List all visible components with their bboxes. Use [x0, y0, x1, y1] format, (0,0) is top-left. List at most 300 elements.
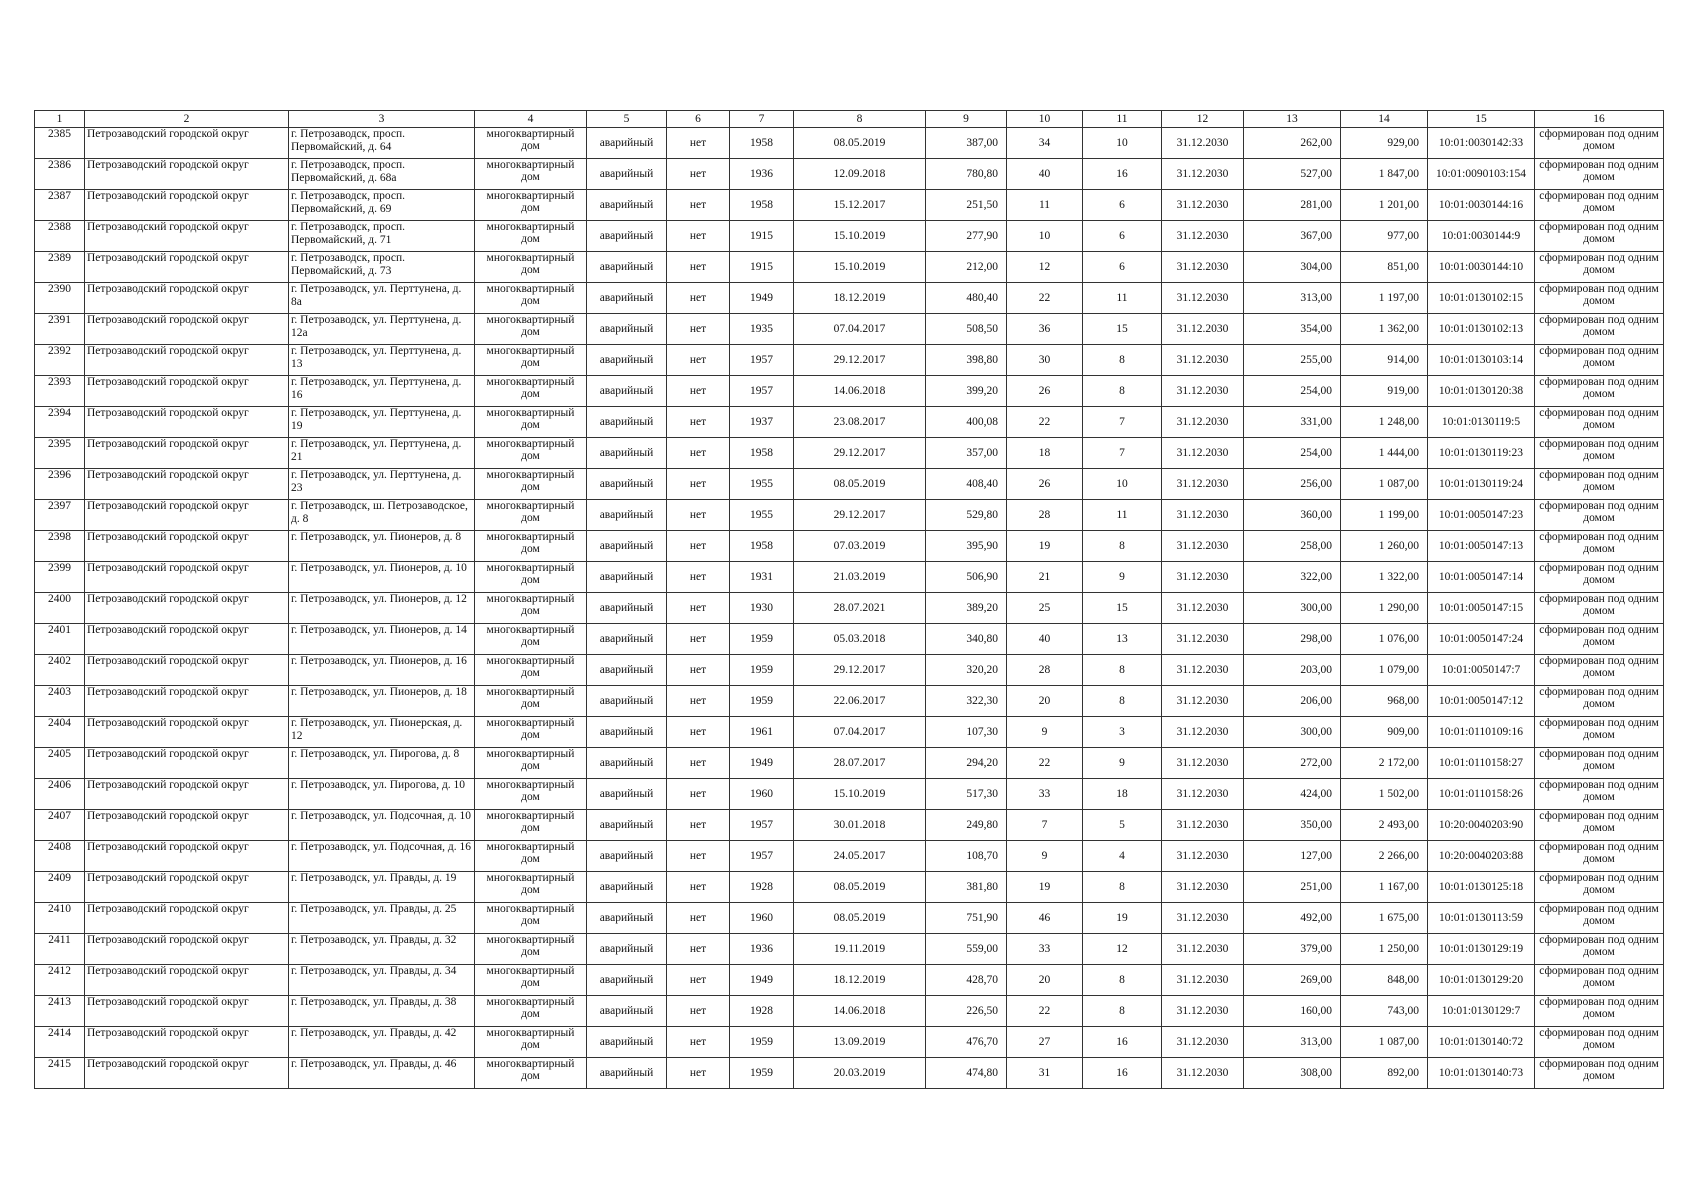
year-built-cell: 1958	[730, 531, 794, 562]
status-cell: аварийный	[587, 314, 667, 345]
land-plot-note-cell: сформирован под одним домом	[1535, 345, 1664, 376]
building-type-cell: многоквартирный дом	[475, 903, 587, 934]
land-plot-note-cell: сформирован под одним домом	[1535, 810, 1664, 841]
value-b-cell: 1 322,00	[1341, 562, 1428, 593]
status-cell: аварийный	[587, 655, 667, 686]
year-built-cell: 1959	[730, 686, 794, 717]
value-a-cell: 206,00	[1244, 686, 1341, 717]
year-built-cell: 1959	[730, 1058, 794, 1089]
resettlement-date-cell: 31.12.2030	[1162, 407, 1244, 438]
cadastral-number-cell: 10:01:0050147:14	[1428, 562, 1535, 593]
apartments-cell: 8	[1083, 345, 1162, 376]
land-plot-note-cell: сформирован под одним домом	[1535, 717, 1664, 748]
recognition-date-cell: 08.05.2019	[794, 469, 926, 500]
municipality-cell: Петрозаводский городской округ	[85, 717, 289, 748]
area-cell: 107,30	[926, 717, 1007, 748]
cadastral-number-cell: 10:01:0050147:7	[1428, 655, 1535, 686]
flag-cell: нет	[667, 872, 730, 903]
municipality-cell: Петрозаводский городской округ	[85, 872, 289, 903]
year-built-cell: 1915	[730, 252, 794, 283]
value-b-cell: 1 087,00	[1341, 1027, 1428, 1058]
building-type-cell: многоквартирный дом	[475, 593, 587, 624]
land-plot-note-cell: сформирован под одним домом	[1535, 531, 1664, 562]
year-built-cell: 1937	[730, 407, 794, 438]
resettlement-date-cell: 31.12.2030	[1162, 221, 1244, 252]
address-cell: г. Петрозаводск, ул. Перттунена, д. 19	[289, 407, 475, 438]
flag-cell: нет	[667, 283, 730, 314]
residents-cell: 18	[1007, 438, 1083, 469]
cadastral-number-cell: 10:01:0130119:5	[1428, 407, 1535, 438]
cadastral-number-cell: 10:01:0030144:10	[1428, 252, 1535, 283]
address-cell: г. Петрозаводск, ул. Перттунена, д. 16	[289, 376, 475, 407]
flag-cell: нет	[667, 531, 730, 562]
land-plot-note-cell: сформирован под одним домом	[1535, 1027, 1664, 1058]
value-a-cell: 322,00	[1244, 562, 1341, 593]
address-cell: г. Петрозаводск, ш. Петрозаводское, д. 8	[289, 500, 475, 531]
year-built-cell: 1957	[730, 376, 794, 407]
municipality-cell: Петрозаводский городской округ	[85, 810, 289, 841]
residents-cell: 22	[1007, 283, 1083, 314]
column-number-3: 3	[289, 111, 475, 128]
status-cell: аварийный	[587, 407, 667, 438]
residents-cell: 40	[1007, 624, 1083, 655]
column-number-7: 7	[730, 111, 794, 128]
value-b-cell: 2 172,00	[1341, 748, 1428, 779]
address-cell: г. Петрозаводск, просп. Первомайский, д. 64	[289, 128, 475, 159]
residents-cell: 21	[1007, 562, 1083, 593]
status-cell: аварийный	[587, 965, 667, 996]
resettlement-date-cell: 31.12.2030	[1162, 345, 1244, 376]
address-cell: г. Петрозаводск, ул. Пирогова, д. 8	[289, 748, 475, 779]
cadastral-number-cell: 10:01:0110109:16	[1428, 717, 1535, 748]
flag-cell: нет	[667, 562, 730, 593]
land-plot-note-cell: сформирован под одним домом	[1535, 221, 1664, 252]
apartments-cell: 7	[1083, 438, 1162, 469]
building-type-cell: многоквартирный дом	[475, 469, 587, 500]
flag-cell: нет	[667, 221, 730, 252]
building-type-cell: многоквартирный дом	[475, 686, 587, 717]
flag-cell: нет	[667, 717, 730, 748]
year-built-cell: 1960	[730, 903, 794, 934]
table-row	[35, 531, 1664, 562]
value-b-cell: 1 087,00	[1341, 469, 1428, 500]
resettlement-date-cell: 31.12.2030	[1162, 1027, 1244, 1058]
land-plot-note-cell: сформирован под одним домом	[1535, 996, 1664, 1027]
flag-cell: нет	[667, 903, 730, 934]
address-cell: г. Петрозаводск, ул. Пионеров, д. 18	[289, 686, 475, 717]
recognition-date-cell: 28.07.2021	[794, 593, 926, 624]
recognition-date-cell: 08.05.2019	[794, 903, 926, 934]
address-cell: г. Петрозаводск, ул. Пирогова, д. 10	[289, 779, 475, 810]
table-row	[35, 748, 1664, 779]
apartments-cell: 3	[1083, 717, 1162, 748]
cadastral-number-cell: 10:01:0050147:12	[1428, 686, 1535, 717]
area-cell: 387,00	[926, 128, 1007, 159]
resettlement-date-cell: 31.12.2030	[1162, 996, 1244, 1027]
area-cell: 398,80	[926, 345, 1007, 376]
area-cell: 277,90	[926, 221, 1007, 252]
building-type-cell: многоквартирный дом	[475, 376, 587, 407]
apartments-cell: 18	[1083, 779, 1162, 810]
value-b-cell: 1 199,00	[1341, 500, 1428, 531]
land-plot-note-cell: сформирован под одним домом	[1535, 128, 1664, 159]
table-row	[35, 438, 1664, 469]
address-cell: г. Петрозаводск, просп. Первомайский, д. 71	[289, 221, 475, 252]
residents-cell: 26	[1007, 469, 1083, 500]
value-a-cell: 269,00	[1244, 965, 1341, 996]
area-cell: 428,70	[926, 965, 1007, 996]
recognition-date-cell: 29.12.2017	[794, 500, 926, 531]
value-b-cell: 1 197,00	[1341, 283, 1428, 314]
recognition-date-cell: 24.05.2017	[794, 841, 926, 872]
resettlement-date-cell: 31.12.2030	[1162, 779, 1244, 810]
cadastral-number-cell: 10:01:0030144:9	[1428, 221, 1535, 252]
recognition-date-cell: 05.03.2018	[794, 624, 926, 655]
municipality-cell: Петрозаводский городской округ	[85, 996, 289, 1027]
building-type-cell: многоквартирный дом	[475, 531, 587, 562]
cadastral-number-cell: 10:01:0130102:15	[1428, 283, 1535, 314]
value-a-cell: 331,00	[1244, 407, 1341, 438]
building-type-cell: многоквартирный дом	[475, 500, 587, 531]
municipality-cell: Петрозаводский городской округ	[85, 469, 289, 500]
cadastral-number-cell: 10:01:0130103:14	[1428, 345, 1535, 376]
municipality-cell: Петрозаводский городской округ	[85, 252, 289, 283]
address-cell: г. Петрозаводск, ул. Перттунена, д. 21	[289, 438, 475, 469]
address-cell: г. Петрозаводск, ул. Правды, д. 38	[289, 996, 475, 1027]
resettlement-date-cell: 31.12.2030	[1162, 717, 1244, 748]
area-cell: 395,90	[926, 531, 1007, 562]
column-number-13: 13	[1244, 111, 1341, 128]
area-cell: 389,20	[926, 593, 1007, 624]
value-b-cell: 1 260,00	[1341, 531, 1428, 562]
year-built-cell: 1935	[730, 314, 794, 345]
building-type-cell: многоквартирный дом	[475, 965, 587, 996]
municipality-cell: Петрозаводский городской округ	[85, 345, 289, 376]
value-a-cell: 254,00	[1244, 438, 1341, 469]
building-type-cell: многоквартирный дом	[475, 407, 587, 438]
area-cell: 226,50	[926, 996, 1007, 1027]
recognition-date-cell: 14.06.2018	[794, 996, 926, 1027]
apartments-cell: 19	[1083, 903, 1162, 934]
year-built-cell: 1957	[730, 810, 794, 841]
cadastral-number-cell: 10:01:0050147:23	[1428, 500, 1535, 531]
building-type-cell: многоквартирный дом	[475, 562, 587, 593]
year-built-cell: 1959	[730, 1027, 794, 1058]
cadastral-number-cell: 10:01:0130113:59	[1428, 903, 1535, 934]
table-row	[35, 314, 1664, 345]
recognition-date-cell: 18.12.2019	[794, 283, 926, 314]
area-cell: 559,00	[926, 934, 1007, 965]
flag-cell: нет	[667, 965, 730, 996]
land-plot-note-cell: сформирован под одним домом	[1535, 314, 1664, 345]
recognition-date-cell: 14.06.2018	[794, 376, 926, 407]
year-built-cell: 1958	[730, 128, 794, 159]
residents-cell: 19	[1007, 531, 1083, 562]
table-row	[35, 810, 1664, 841]
row-number-cell: 2410	[35, 903, 85, 934]
area-cell: 780,80	[926, 159, 1007, 190]
address-cell: г. Петрозаводск, ул. Правды, д. 19	[289, 872, 475, 903]
recognition-date-cell: 30.01.2018	[794, 810, 926, 841]
year-built-cell: 1958	[730, 190, 794, 221]
row-number-cell: 2403	[35, 686, 85, 717]
address-cell: г. Петрозаводск, ул. Правды, д. 25	[289, 903, 475, 934]
flag-cell: нет	[667, 841, 730, 872]
resettlement-date-cell: 31.12.2030	[1162, 159, 1244, 190]
resettlement-date-cell: 31.12.2030	[1162, 190, 1244, 221]
address-cell: г. Петрозаводск, ул. Пионеров, д. 14	[289, 624, 475, 655]
address-cell: г. Петрозаводск, ул. Пионеров, д. 8	[289, 531, 475, 562]
residents-cell: 20	[1007, 965, 1083, 996]
year-built-cell: 1959	[730, 655, 794, 686]
status-cell: аварийный	[587, 872, 667, 903]
apartments-cell: 15	[1083, 593, 1162, 624]
row-number-cell: 2414	[35, 1027, 85, 1058]
status-cell: аварийный	[587, 748, 667, 779]
cadastral-number-cell: 10:20:0040203:88	[1428, 841, 1535, 872]
land-plot-note-cell: сформирован под одним домом	[1535, 190, 1664, 221]
building-type-cell: многоквартирный дом	[475, 934, 587, 965]
value-b-cell: 968,00	[1341, 686, 1428, 717]
table-row	[35, 779, 1664, 810]
value-a-cell: 308,00	[1244, 1058, 1341, 1089]
apartments-cell: 12	[1083, 934, 1162, 965]
resettlement-date-cell: 31.12.2030	[1162, 965, 1244, 996]
column-number-11: 11	[1083, 111, 1162, 128]
apartments-cell: 8	[1083, 965, 1162, 996]
land-plot-note-cell: сформирован под одним домом	[1535, 376, 1664, 407]
municipality-cell: Петрозаводский городской округ	[85, 965, 289, 996]
residents-cell: 19	[1007, 872, 1083, 903]
year-built-cell: 1955	[730, 469, 794, 500]
resettlement-date-cell: 31.12.2030	[1162, 252, 1244, 283]
resettlement-date-cell: 31.12.2030	[1162, 748, 1244, 779]
value-b-cell: 1 444,00	[1341, 438, 1428, 469]
residents-cell: 34	[1007, 128, 1083, 159]
address-cell: г. Петрозаводск, ул. Перттунена, д. 13	[289, 345, 475, 376]
resettlement-date-cell: 31.12.2030	[1162, 686, 1244, 717]
land-plot-note-cell: сформирован под одним домом	[1535, 593, 1664, 624]
table-row	[35, 872, 1664, 903]
year-built-cell: 1961	[730, 717, 794, 748]
apartments-cell: 11	[1083, 500, 1162, 531]
value-b-cell: 914,00	[1341, 345, 1428, 376]
land-plot-note-cell: сформирован под одним домом	[1535, 686, 1664, 717]
recognition-date-cell: 29.12.2017	[794, 438, 926, 469]
cadastral-number-cell: 10:01:0030144:16	[1428, 190, 1535, 221]
row-number-cell: 2387	[35, 190, 85, 221]
cadastral-number-cell: 10:01:0130119:23	[1428, 438, 1535, 469]
apartments-cell: 6	[1083, 190, 1162, 221]
value-b-cell: 1 675,00	[1341, 903, 1428, 934]
area-cell: 212,00	[926, 252, 1007, 283]
table-row	[35, 128, 1664, 159]
apartments-cell: 8	[1083, 996, 1162, 1027]
municipality-cell: Петрозаводский городской округ	[85, 1027, 289, 1058]
row-number-cell: 2398	[35, 531, 85, 562]
status-cell: аварийный	[587, 624, 667, 655]
value-b-cell: 977,00	[1341, 221, 1428, 252]
residents-cell: 22	[1007, 748, 1083, 779]
building-type-cell: многоквартирный дом	[475, 717, 587, 748]
land-plot-note-cell: сформирован под одним домом	[1535, 655, 1664, 686]
value-a-cell: 424,00	[1244, 779, 1341, 810]
resettlement-date-cell: 31.12.2030	[1162, 593, 1244, 624]
value-b-cell: 892,00	[1341, 1058, 1428, 1089]
value-b-cell: 1 290,00	[1341, 593, 1428, 624]
address-cell: г. Петрозаводск, ул. Пионеров, д. 10	[289, 562, 475, 593]
table-row	[35, 903, 1664, 934]
year-built-cell: 1958	[730, 438, 794, 469]
building-type-cell: многоквартирный дом	[475, 810, 587, 841]
flag-cell: нет	[667, 934, 730, 965]
flag-cell: нет	[667, 190, 730, 221]
land-plot-note-cell: сформирован под одним домом	[1535, 779, 1664, 810]
apartments-cell: 7	[1083, 407, 1162, 438]
area-cell: 474,80	[926, 1058, 1007, 1089]
row-number-cell: 2395	[35, 438, 85, 469]
table-row	[35, 624, 1664, 655]
row-number-cell: 2405	[35, 748, 85, 779]
year-built-cell: 1955	[730, 500, 794, 531]
municipality-cell: Петрозаводский городской округ	[85, 159, 289, 190]
resettlement-date-cell: 31.12.2030	[1162, 438, 1244, 469]
value-a-cell: 127,00	[1244, 841, 1341, 872]
value-b-cell: 1 502,00	[1341, 779, 1428, 810]
cadastral-number-cell: 10:01:0130119:24	[1428, 469, 1535, 500]
column-number-4: 4	[475, 111, 587, 128]
status-cell: аварийный	[587, 1058, 667, 1089]
land-plot-note-cell: сформирован под одним домом	[1535, 965, 1664, 996]
row-number-cell: 2389	[35, 252, 85, 283]
land-plot-note-cell: сформирован под одним домом	[1535, 438, 1664, 469]
area-cell: 751,90	[926, 903, 1007, 934]
residents-cell: 11	[1007, 190, 1083, 221]
apartments-cell: 8	[1083, 686, 1162, 717]
area-cell: 108,70	[926, 841, 1007, 872]
building-type-cell: многоквартирный дом	[475, 748, 587, 779]
resettlement-date-cell: 31.12.2030	[1162, 655, 1244, 686]
table-row	[35, 407, 1664, 438]
table-row	[35, 1058, 1664, 1089]
status-cell: аварийный	[587, 252, 667, 283]
area-cell: 476,70	[926, 1027, 1007, 1058]
value-b-cell: 848,00	[1341, 965, 1428, 996]
value-b-cell: 1 362,00	[1341, 314, 1428, 345]
value-a-cell: 360,00	[1244, 500, 1341, 531]
status-cell: аварийный	[587, 190, 667, 221]
cadastral-number-cell: 10:01:0050147:15	[1428, 593, 1535, 624]
area-cell: 251,50	[926, 190, 1007, 221]
column-number-12: 12	[1162, 111, 1244, 128]
cadastral-number-cell: 10:01:0130129:7	[1428, 996, 1535, 1027]
value-a-cell: 350,00	[1244, 810, 1341, 841]
recognition-date-cell: 07.04.2017	[794, 717, 926, 748]
land-plot-note-cell: сформирован под одним домом	[1535, 562, 1664, 593]
apartments-cell: 10	[1083, 128, 1162, 159]
area-cell: 508,50	[926, 314, 1007, 345]
resettlement-date-cell: 31.12.2030	[1162, 872, 1244, 903]
apartments-cell: 16	[1083, 1058, 1162, 1089]
table-row	[35, 686, 1664, 717]
year-built-cell: 1957	[730, 841, 794, 872]
table-row	[35, 655, 1664, 686]
municipality-cell: Петрозаводский городской округ	[85, 438, 289, 469]
cadastral-number-cell: 10:01:0090103:154	[1428, 159, 1535, 190]
row-number-cell: 2385	[35, 128, 85, 159]
column-number-1: 1	[35, 111, 85, 128]
residents-cell: 25	[1007, 593, 1083, 624]
status-cell: аварийный	[587, 841, 667, 872]
column-number-15: 15	[1428, 111, 1535, 128]
row-number-cell: 2401	[35, 624, 85, 655]
row-number-cell: 2415	[35, 1058, 85, 1089]
area-cell: 294,20	[926, 748, 1007, 779]
residents-cell: 31	[1007, 1058, 1083, 1089]
flag-cell: нет	[667, 376, 730, 407]
year-built-cell: 1936	[730, 934, 794, 965]
table-row	[35, 562, 1664, 593]
resettlement-date-cell: 31.12.2030	[1162, 1058, 1244, 1089]
building-type-cell: многоквартирный дом	[475, 872, 587, 903]
year-built-cell: 1915	[730, 221, 794, 252]
municipality-cell: Петрозаводский городской округ	[85, 1058, 289, 1089]
area-cell: 480,40	[926, 283, 1007, 314]
area-cell: 400,08	[926, 407, 1007, 438]
cadastral-number-cell: 10:01:0130129:20	[1428, 965, 1535, 996]
apartments-cell: 8	[1083, 872, 1162, 903]
municipality-cell: Петрозаводский городской округ	[85, 779, 289, 810]
row-number-cell: 2399	[35, 562, 85, 593]
status-cell: аварийный	[587, 159, 667, 190]
value-b-cell: 1 079,00	[1341, 655, 1428, 686]
flag-cell: нет	[667, 624, 730, 655]
cadastral-number-cell: 10:01:0130129:19	[1428, 934, 1535, 965]
municipality-cell: Петрозаводский городской округ	[85, 500, 289, 531]
row-number-cell: 2394	[35, 407, 85, 438]
address-cell: г. Петрозаводск, ул. Правды, д. 32	[289, 934, 475, 965]
building-type-cell: многоквартирный дом	[475, 128, 587, 159]
area-cell: 399,20	[926, 376, 1007, 407]
status-cell: аварийный	[587, 345, 667, 376]
status-cell: аварийный	[587, 500, 667, 531]
building-type-cell: многоквартирный дом	[475, 283, 587, 314]
flag-cell: нет	[667, 748, 730, 779]
column-number-row	[35, 111, 1664, 128]
land-plot-note-cell: сформирован под одним домом	[1535, 469, 1664, 500]
flag-cell: нет	[667, 128, 730, 159]
recognition-date-cell: 29.12.2017	[794, 655, 926, 686]
address-cell: г. Петрозаводск, ул. Перттунена, д. 8а	[289, 283, 475, 314]
value-b-cell: 1 167,00	[1341, 872, 1428, 903]
row-number-cell: 2393	[35, 376, 85, 407]
value-a-cell: 256,00	[1244, 469, 1341, 500]
municipality-cell: Петрозаводский городской округ	[85, 376, 289, 407]
apartments-cell: 6	[1083, 221, 1162, 252]
municipality-cell: Петрозаводский городской округ	[85, 655, 289, 686]
value-b-cell: 1 847,00	[1341, 159, 1428, 190]
apartments-cell: 9	[1083, 748, 1162, 779]
flag-cell: нет	[667, 779, 730, 810]
value-b-cell: 2 493,00	[1341, 810, 1428, 841]
status-cell: аварийный	[587, 1027, 667, 1058]
recognition-date-cell: 15.10.2019	[794, 221, 926, 252]
status-cell: аварийный	[587, 376, 667, 407]
area-cell: 320,20	[926, 655, 1007, 686]
row-number-cell: 2388	[35, 221, 85, 252]
municipality-cell: Петрозаводский городской округ	[85, 128, 289, 159]
table-row	[35, 500, 1664, 531]
